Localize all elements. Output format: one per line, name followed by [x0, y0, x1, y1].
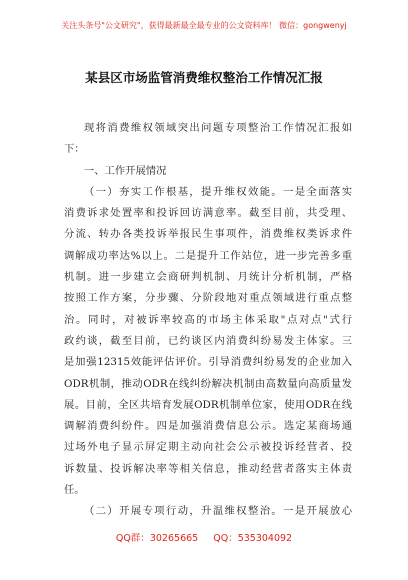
body-line: 一、工作开展情况 [84, 164, 167, 177]
body-line: 诉数量、投诉解决率等相关信息，推动经营者落实主体责 [64, 462, 352, 475]
body-line: （一）夯实工作根基，提升维权效能。一是全面落实 [84, 185, 352, 198]
body-line: （二）开展专项行动，升温维权整治。一是开展放心 [84, 505, 352, 518]
body-line: ODR机制，推动ODR在线纠纷解决机制由高数量向高质量发 [64, 377, 352, 390]
body-line: 任。 [64, 484, 85, 497]
body-line: 下： [64, 143, 85, 156]
document-title: 某县区市场监管消费维权整治工作情况汇报 [85, 70, 323, 85]
body-line: 消费诉求处置率和投诉回访满意率。截至目前，共受理、 [64, 207, 352, 220]
body-line: 治。同时，对被诉率较高的市场主体采取"点对点"式行 [64, 313, 352, 326]
body-line: 分流、转办各类投诉举报民生事项件，消费维权类诉求件 [64, 228, 352, 241]
body-line: 过场外电子显示屏定期主动向社会公示被投诉经营者、投 [64, 441, 352, 454]
body-line: 机制。进一步建立会商研判机制、月统计分析机制，严格 [64, 271, 352, 284]
qq-number: QQ：535304092 [213, 533, 293, 544]
body-line: 调解成功率达%以上。二是提升工作站位，进一步完善多重 [64, 249, 352, 262]
body-line: 展。目前，全区共培育发展ODR机制单位家，使用ODR在线 [64, 398, 352, 411]
header-note: 关注头条号"公文研究"，获得最新最全最专业的公文资料库！ 微信：gongwenyj [61, 21, 347, 30]
footer-contacts [0, 530, 408, 544]
body-line: 现将消费维权领域突出问题专项整治工作情况汇报如 [84, 122, 352, 134]
document-body [64, 118, 352, 523]
body-line: 按照工作方案，分步骤、分阶段地对重点领域进行重点整 [64, 292, 352, 305]
body-line: 是加强12315效能评估评价。引导消费纠纷易发的企业加入 [64, 356, 352, 369]
body-line: 调解消费纠纷件。四是加强消费信息公示。选定某商场通 [64, 420, 352, 433]
qq-group: QQ群：30265665 [115, 533, 199, 544]
body-line: 政约谈，截至目前，已约谈区内消费纠纷易发主体家。三 [64, 334, 352, 347]
